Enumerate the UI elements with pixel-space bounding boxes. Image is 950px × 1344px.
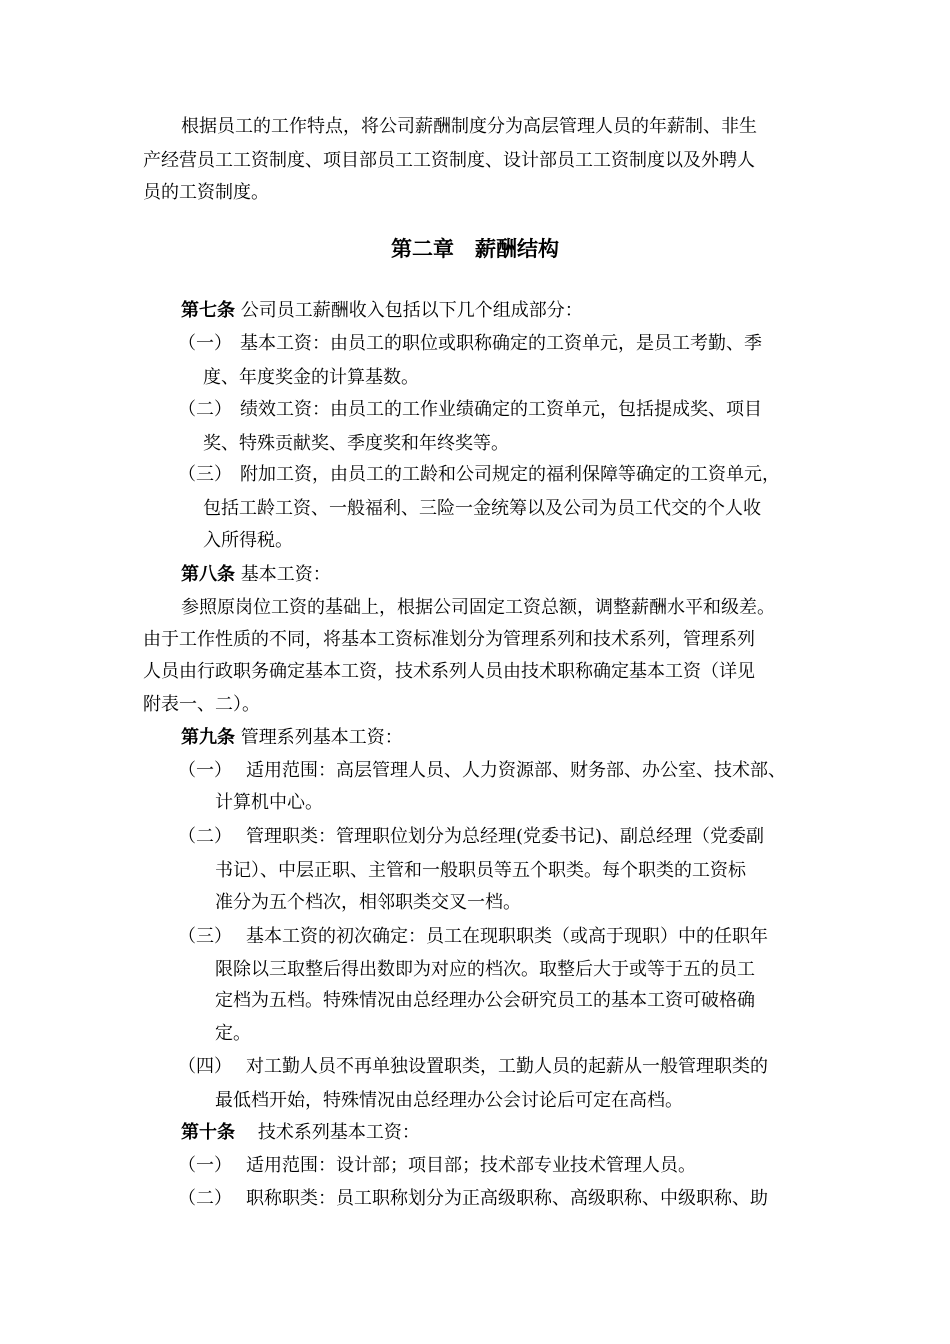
item-line: 度、年度奖金的计算基数。: [203, 367, 419, 388]
article-label: 第九条: [181, 727, 235, 748]
item-line: 适用范围：设计部；项目部；技术部专业技术管理人员。: [246, 1155, 696, 1176]
item-line: 适用范围：高层管理人员、人力资源部、财务部、办公室、技术部、: [246, 760, 786, 781]
item-number: （一）: [178, 760, 232, 781]
item-line: 定。: [215, 1023, 251, 1044]
item-number: （二）: [178, 1188, 232, 1209]
article-8: [181, 563, 331, 587]
intro-line: 产经营员工工资制度、项目部员工工资制度、设计部员工工资制度以及外聘人: [143, 150, 755, 171]
item-line: 基本工资的初次确定：员工在现职职类（或高于现职）中的任职年: [246, 926, 768, 947]
article-text: 管理系列基本工资：: [240, 727, 403, 748]
item-line: 书记）、中层正职、主管和一般职员等五个职类。每个职类的工资标: [215, 860, 746, 881]
item-line: 基本工资：由员工的职位或职称确定的工资单元，是员工考勤、季: [240, 333, 762, 354]
article-7: [181, 299, 583, 323]
article-text: 基本工资：: [240, 564, 331, 585]
item-line: 最低档开始，特殊情况由总经理办公会讨论后可定在高档。: [215, 1090, 683, 1111]
item-line: 职称职类：员工职称划分为正高级职称、高级职称、中级职称、助: [246, 1188, 768, 1209]
item-number: （四）: [178, 1056, 232, 1077]
item-number: （三）: [178, 926, 232, 947]
para-line: 附表一、二）。: [143, 694, 260, 715]
item-line: 限除以三取整后得出数即为对应的档次。取整后大于或等于五的员工: [215, 959, 755, 980]
intro-line: 根据员工的工作特点，将公司薪酬制度分为高层管理人员的年薪制、非生: [181, 116, 757, 137]
item-line: 奖、特殊贡献奖、季度奖和年终奖等。: [203, 433, 509, 454]
article-label: 第七条: [181, 300, 235, 321]
article-text: 公司员工薪酬收入包括以下几个组成部分：: [240, 300, 583, 321]
article-label: 第八条: [181, 564, 235, 585]
para-line: 人员由行政职务确定基本工资，技术系列人员由技术职称确定基本工资（详见: [143, 661, 755, 682]
article-10: [181, 1121, 420, 1145]
item-number: （一）: [178, 333, 232, 354]
item-number: （一）: [178, 1155, 232, 1176]
article-text: 技术系列基本工资：: [257, 1122, 420, 1143]
chapter-title: 第二章 薪酬结构: [391, 236, 559, 261]
article-label: 第十条: [181, 1122, 235, 1143]
item-number: （三）: [178, 464, 232, 485]
para-line: 参照原岗位工资的基础上，根据公司固定工资总额，调整薪酬水平和级差。: [181, 597, 775, 618]
item-line: 管理职类：管理职位划分为总经理(党委书记)、副总经理（党委副: [246, 826, 765, 847]
intro-line: 员的工资制度。: [143, 182, 269, 203]
item-number: （二）: [178, 399, 232, 420]
item-number: （二）: [178, 826, 232, 847]
item-line: 准分为五个档次，相邻职类交叉一档。: [215, 892, 521, 913]
item-line: 计算机中心。: [215, 792, 323, 813]
item-line: 入所得税。: [203, 530, 293, 551]
article-9: [181, 726, 403, 750]
para-line: 由于工作性质的不同，将基本工资标准划分为管理系列和技术系列，管理系列: [143, 629, 755, 650]
item-line: 定档为五档。特殊情况由总经理办公会研究员工的基本工资可破格确: [215, 990, 755, 1011]
item-line: 对工勤人员不再单独设置职类，工勤人员的起薪从一般管理职类的: [246, 1056, 768, 1077]
item-line: 绩效工资：由员工的工作业绩确定的工资单元，包括提成奖、项目: [240, 399, 762, 420]
item-line: 包括工龄工资、一般福利、三险一金统筹以及公司为员工代交的个人收: [203, 498, 761, 519]
item-line: 附加工资，由员工的工龄和公司规定的福利保障等确定的工资单元，: [240, 464, 780, 485]
